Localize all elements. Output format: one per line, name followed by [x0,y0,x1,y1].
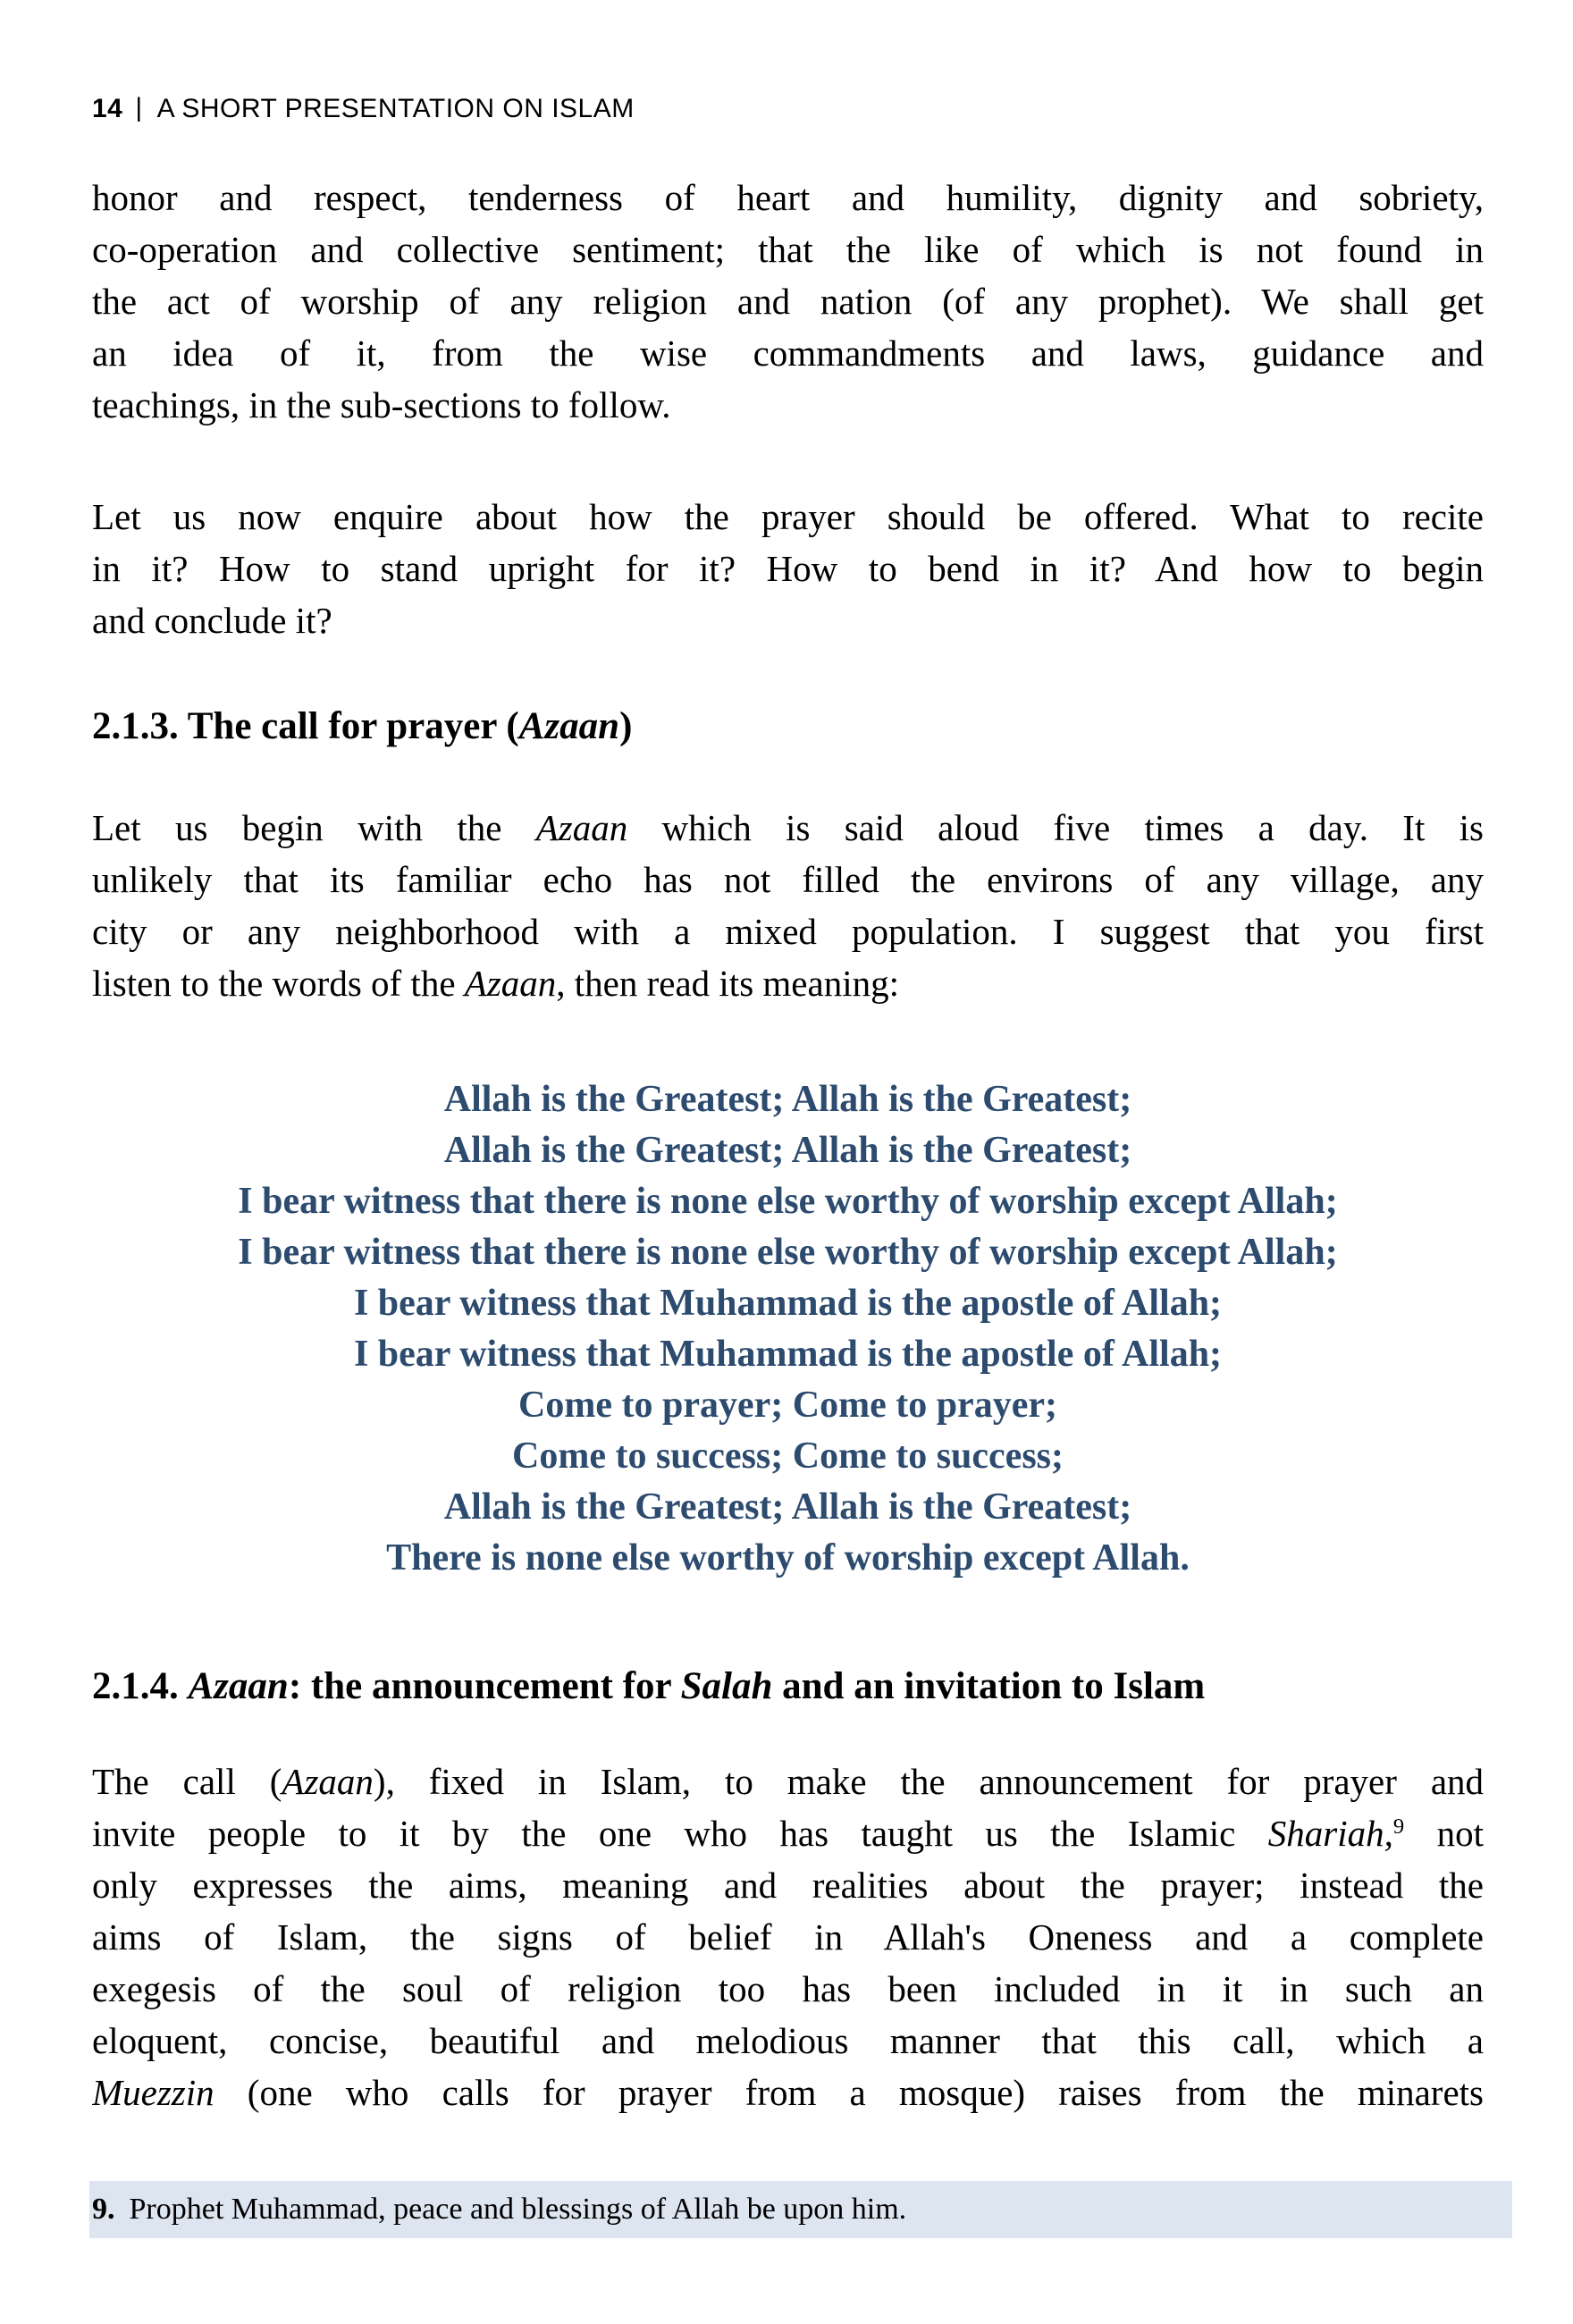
text-segment: , then read its meaning: [556,963,899,1004]
text-segment: Azaan [464,963,557,1004]
text-segment: teachings, in the sub-sections to follow. [92,384,671,425]
verse-line: Allah is the Greatest; Allah is the Greatest; [443,1486,1132,1528]
text-segment: Let us now enquire about how the prayer should be offered. What to recite [92,496,1484,537]
text-segment: 2.1.4. [92,1665,189,1707]
text-segment: ), fixed in Islam, to make the announcement for prayer and [373,1761,1484,1802]
text-segment: Azaan [535,807,628,848]
azaan-intro-paragraph [92,802,1484,1009]
text-segment: eloquent, concise, beautiful and melodious manner that this call, which a [92,2020,1484,2061]
text-segment: Shariah, [1267,1813,1393,1854]
text-segment: 2.1.3. The call for prayer ( [92,705,519,747]
text-line [92,594,1484,646]
verse-line: Allah is the Greatest; Allah is the Greatest; [443,1130,1132,1171]
text-segment: the act of worship of any religion and nation (of any prophet). We shall get [92,281,1484,322]
text-segment: only expresses the aims, meaning and realities about the prayer; instead the [92,1865,1484,1906]
text-segment: invite people to it by the one who has taught us the Islamic [92,1813,1268,1854]
text-segment: unlikely that its familiar echo has not filled the environs of any village, any [92,859,1484,900]
text-segment: and an invitation to Islam [772,1665,1206,1707]
verse-line: There is none else worthy of worship except Allah. [386,1537,1190,1579]
text-line [92,1859,1484,1911]
heading-2-1-4 [92,1664,1484,1709]
text-line [92,1911,1484,1963]
verse-line: I bear witness that there is none else worthy of worship except Allah; [238,1232,1338,1273]
text-line [92,379,1484,431]
azaan-announcement-paragraph [92,1756,1484,2118]
text-line [92,957,1484,1009]
page-number: 14 [92,94,123,123]
page-content [92,172,1484,2118]
text-line [92,1807,1484,1859]
text-line [92,905,1484,957]
text-line [92,802,1484,854]
text-line [92,2015,1484,2067]
text-segment: not [1404,1813,1484,1854]
footnote-reference: 9 [1392,1815,1405,1840]
text-segment: Azaan [282,1761,374,1802]
text-segment: Azaan [188,1665,289,1707]
footnote [89,2181,1512,2238]
text-line [92,327,1484,379]
text-segment: : the announcement for [288,1665,681,1707]
footnote-number: 9. [92,2193,115,2226]
running-title: A SHORT PRESENTATION ON ISLAM [156,94,635,123]
text-segment: Azaan [518,705,620,747]
text-line [92,2067,1484,2118]
text-segment: co-operation and collective sentiment; that the like of which is not found in [92,229,1484,270]
verse-line: I bear witness that there is none else worthy of worship except Allah; [238,1181,1338,1222]
text-line [92,275,1484,327]
text-line [92,491,1484,543]
text-segment: (one who calls for prayer from a mosque) raises from the minarets [214,2072,1484,2113]
text-segment: listen to the words of the [92,963,465,1004]
text-segment: which is said aloud five times a day. It is [627,807,1484,848]
verse-line: Allah is the Greatest; Allah is the Greatest; [443,1079,1132,1120]
heading-2-1-3 [92,704,1484,749]
text-line [92,223,1484,275]
footnote-text: Prophet Muhammad, peace and blessings of Allah be upon him. [129,2193,907,2226]
text-line [92,543,1484,594]
text-segment: Muezzin [92,2072,214,2113]
intro-paragraph [92,172,1484,431]
text-segment: Salah [680,1665,773,1707]
text-segment: an idea of it, from the wise commandments and laws, guidance and [92,333,1484,374]
text-segment: The call ( [92,1761,282,1802]
text-line [92,1756,1484,1807]
text-segment: exegesis of the soul of religion too has been included in it in such an [92,1968,1484,2009]
header-separator: | [135,93,143,122]
verse-line: I bear witness that Muhammad is the apostle of Allah; [353,1283,1223,1324]
text-line [92,1963,1484,2015]
text-segment: ) [619,705,633,747]
text-segment: city or any neighborhood with a mixed population. I suggest that you first [92,911,1484,952]
text-segment: aims of Islam, the signs of belief in Allah's Oneness and a complete [92,1916,1484,1958]
verse-line: Come to success; Come to success; [512,1436,1064,1477]
text-segment: in it? How to stand upright for it? How to bend in it? And how to begin [92,548,1484,589]
text-segment: Let us begin with the [92,807,536,848]
verse-line: I bear witness that Muhammad is the apostle of Allah; [353,1334,1223,1375]
verse-line: Come to prayer; Come to prayer; [518,1385,1057,1426]
text-line [92,854,1484,905]
text-line [92,172,1484,223]
enquiry-paragraph [92,491,1484,646]
text-segment: honor and respect, tenderness of heart and humility, dignity and sobriety, [92,177,1484,218]
text-segment: and conclude it? [92,600,332,641]
azaan-translation [92,1074,1484,1584]
page-header [92,93,1484,125]
